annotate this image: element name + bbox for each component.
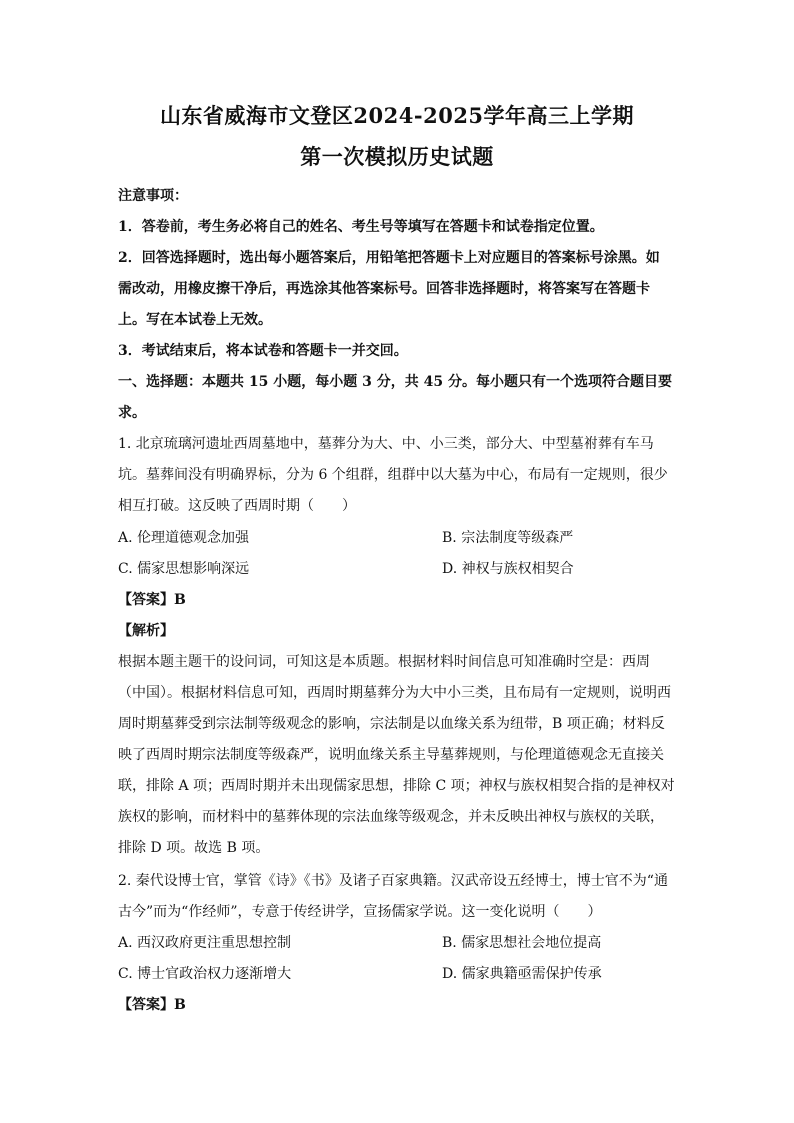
- question-1-stem-line-2: 坑。墓葬间没有明确界标，分为 6 个组群，组群中以大墓为中心，布局有一定规则，很少: [118, 467, 668, 483]
- question-2-answer: 【答案】B: [118, 997, 186, 1013]
- question-1-analysis-line-2: （中国）。根据材料信息可知，西周时期墓葬分为大中小三类，且布局有一定规则，说明西: [118, 685, 671, 701]
- question-2-option-d: D. 儒家典籍亟需保护传承: [442, 966, 602, 982]
- notice-item-3: 3．考试结束后，将本试卷和答题卡一并交回。: [118, 343, 408, 359]
- question-1-stem-line-3: 相互打破。这反映了西周时期（ ）: [118, 498, 356, 514]
- exam-title: 山东省威海市文登区2024-2025学年高三上学期: [159, 103, 635, 128]
- notice-heading: 注意事项：: [118, 188, 188, 204]
- question-2-stem-line-2: 古今”而为“作经师”，专意于传经讲学，宣扬儒家学说。这一变化说明（ ）: [118, 904, 602, 920]
- question-1-analysis-line-6: 族权的影响，而材料中的墓葬体现的宗法血缘等级观念，并未反映出神权与族权的关联，: [118, 809, 664, 825]
- question-1-analysis-line-4: 映了西周时期宗法制度等级森严，说明血缘关系主导墓葬规则，与伦理道德观念无直接关: [118, 747, 664, 763]
- question-1-answer: 【答案】B: [118, 592, 186, 608]
- question-1-option-d: D. 神权与族权相契合: [442, 561, 574, 577]
- notice-item-1: 1．答卷前，考生务必将自己的姓名、考生号等填写在答题卡和试卷指定位置。: [118, 219, 604, 235]
- notice-item-2-line-1: 2．回答选择题时，选出每小题答案后，用铅笔把答题卡上对应题目的答案标号涂黑。如: [118, 250, 660, 266]
- question-2-option-b: B. 儒家思想社会地位提高: [442, 935, 602, 951]
- question-1-stem-line-1: 1. 北京琉璃河遗址西周墓地中，墓葬分为大、中、小三类，部分大、中型墓祔葬有车马: [118, 436, 654, 452]
- question-2-option-a: A. 西汉政府更注重思想控制: [118, 935, 292, 951]
- question-1-analysis-line-7: 排除 D 项。故选 B 项。: [118, 840, 270, 856]
- question-1-analysis-line-1: 根据本题主题干的设问词，可知这是本质题。根据材料时间信息可知准确时空是：西周: [118, 654, 650, 670]
- question-1-option-b: B. 宗法制度等级森严: [442, 530, 574, 546]
- notice-item-2-line-2: 需改动，用橡皮擦干净后，再选涂其他答案标号。回答非选择题时，将答案写在答题卡: [118, 281, 650, 297]
- question-1-analysis-line-5: 联，排除 A 项；西周时期并未出现儒家思想，排除 C 项；神权与族权相契合指的是神权对: [118, 778, 675, 794]
- question-1-analysis-label: 【解析】: [118, 623, 174, 639]
- question-1-option-c: C. 儒家思想影响深远: [118, 561, 250, 577]
- question-2-stem-line-1: 2. 秦代设博士官，掌管《诗》《书》及诸子百家典籍。汉武帝设五经博士，博士官不为“通: [118, 873, 668, 889]
- section-heading-line-1: 一、选择题：本题共 15 小题，每小题 3 分，共 45 分。每小题只有一个选项符合题目要: [118, 374, 672, 390]
- exam-subtitle: 第一次模拟历史试题: [300, 144, 494, 169]
- section-heading-line-2: 求。: [118, 405, 146, 421]
- question-1-option-a: A. 伦理道德观念加强: [118, 530, 250, 546]
- notice-item-2-line-3: 上。写在本试卷上无效。: [118, 312, 272, 328]
- question-2-option-c: C. 博士官政治权力逐渐增大: [118, 966, 292, 982]
- question-1-analysis-line-3: 周时期墓葬受到宗法制等级观念的影响，宗法制是以血缘关系为纽带，B 项正确；材料反: [118, 716, 665, 732]
